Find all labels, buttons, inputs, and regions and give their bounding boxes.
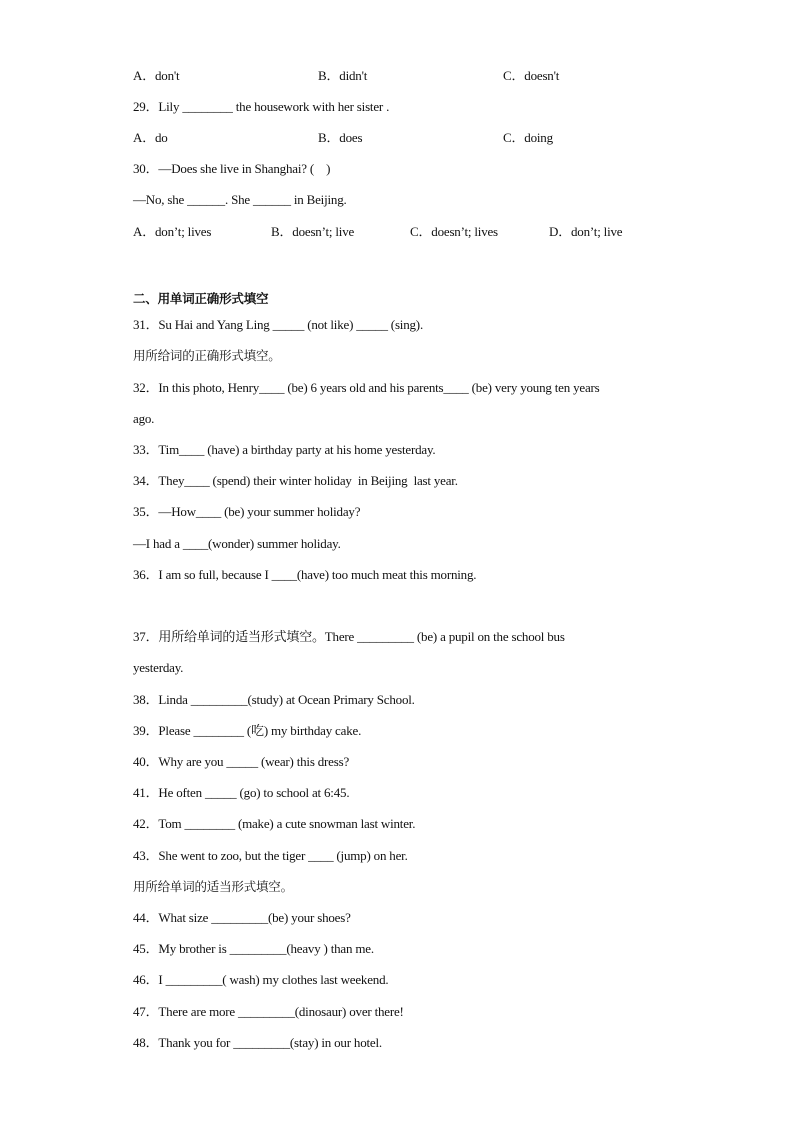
- q30-option-b: B．doesn’t; live: [271, 224, 355, 239]
- q30-option-d: D．don’t; live: [549, 224, 623, 239]
- section-title: 二、用单词正确形式填空: [133, 291, 269, 306]
- q46: 46．I _________( wash) my clothes last weekend.: [133, 972, 389, 987]
- q35-line2: —I had a ____(wonder) summer holiday.: [133, 536, 341, 551]
- q32-continued: ago.: [133, 411, 155, 426]
- q44: 44．What size _________(be) your shoes?: [133, 910, 351, 925]
- q29-option-c: C．doing: [503, 130, 553, 145]
- q30-stem: 30．—Does she live in Shanghai? ( ): [133, 161, 331, 176]
- q30-option-a: A．don’t; lives: [133, 224, 212, 239]
- q30-option-c: C．doesn’t; lives: [410, 224, 498, 239]
- q30-line2: —No, she ______. She ______ in Beijing.: [133, 192, 347, 207]
- q28-option-a: A．don't: [133, 68, 180, 83]
- q45: 45．My brother is _________(heavy ) than me.: [133, 941, 374, 956]
- q41: 41．He often _____ (go) to school at 6:45.: [133, 785, 350, 800]
- instruction-2: 用所给单词的适当形式填空。: [133, 879, 293, 894]
- q43: 43．She went to zoo, but the tiger ____ (jump) on her.: [133, 848, 408, 863]
- q42: 42．Tom ________ (make) a cute snowman last winter.: [133, 816, 416, 831]
- q47: 47．There are more _________(dinosaur) over there!: [133, 1004, 404, 1019]
- q29-option-b: B．does: [318, 130, 363, 145]
- q28-option-c: C．doesn't: [503, 68, 560, 83]
- q29-option-a: A．do: [133, 130, 168, 145]
- instruction-1: 用所给词的正确形式填空。: [133, 348, 281, 363]
- q34: 34．They____ (spend) their winter holiday in Beijing last year.: [133, 473, 458, 488]
- q38: 38．Linda _________(study) at Ocean Primary School.: [133, 692, 415, 707]
- q37-continued: yesterday.: [133, 660, 184, 675]
- q48: 48．Thank you for _________(stay) in our hotel.: [133, 1035, 382, 1050]
- q33: 33．Tim____ (have) a birthday party at his home yesterday.: [133, 442, 436, 457]
- q28-option-b: B．didn't: [318, 68, 368, 83]
- q40: 40．Why are you _____ (wear) this dress?: [133, 754, 350, 769]
- q37: 37．用所给单词的适当形式填空。There _________ (be) a pupil on the school bus: [133, 629, 565, 644]
- q39: 39．Please ________ (吃) my birthday cake.: [133, 723, 362, 738]
- q31: 31．Su Hai and Yang Ling _____ (not like) _____ (sing).: [133, 317, 423, 332]
- q35: 35．—How____ (be) your summer holiday?: [133, 504, 361, 519]
- q36: 36．I am so full, because I ____(have) too much meat this morning.: [133, 567, 477, 582]
- q29-stem: 29．Lily ________ the housework with her sister .: [133, 99, 390, 114]
- q32: 32．In this photo, Henry____ (be) 6 years old and his parents____ (be) very young ten years: [133, 380, 600, 395]
